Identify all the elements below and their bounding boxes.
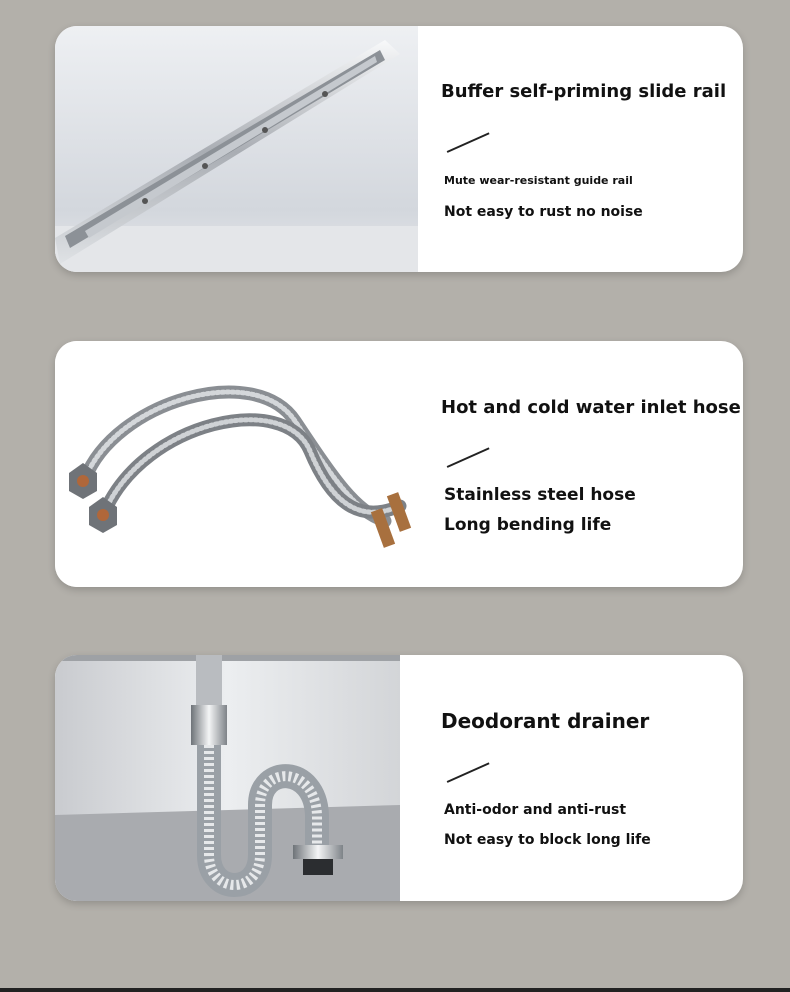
divider-dash — [447, 447, 490, 467]
product-card-drainer — [55, 655, 743, 901]
divider-dash — [447, 762, 490, 782]
sink-drainer-photo — [55, 655, 400, 901]
product-card-slide-rail — [55, 26, 743, 272]
product-title: Deodorant drainer — [441, 709, 650, 733]
feature-text: Not easy to rust no noise — [444, 204, 643, 220]
divider-dash — [447, 132, 490, 152]
slide-rail-photo — [55, 26, 418, 272]
product-title: Buffer self-priming slide rail — [441, 81, 727, 102]
braided-hose-photo — [55, 341, 435, 587]
feature-text: Stainless steel hose — [444, 485, 636, 505]
bottom-divider — [0, 988, 790, 992]
feature-text: Not easy to block long life — [444, 832, 651, 848]
product-card-inlet-hose — [55, 341, 743, 587]
feature-text: Long bending life — [444, 515, 612, 535]
feature-text: Anti-odor and anti-rust — [444, 802, 627, 818]
product-title: Hot and cold water inlet hose — [441, 397, 741, 418]
feature-text: Mute wear-resistant guide rail — [444, 174, 633, 187]
